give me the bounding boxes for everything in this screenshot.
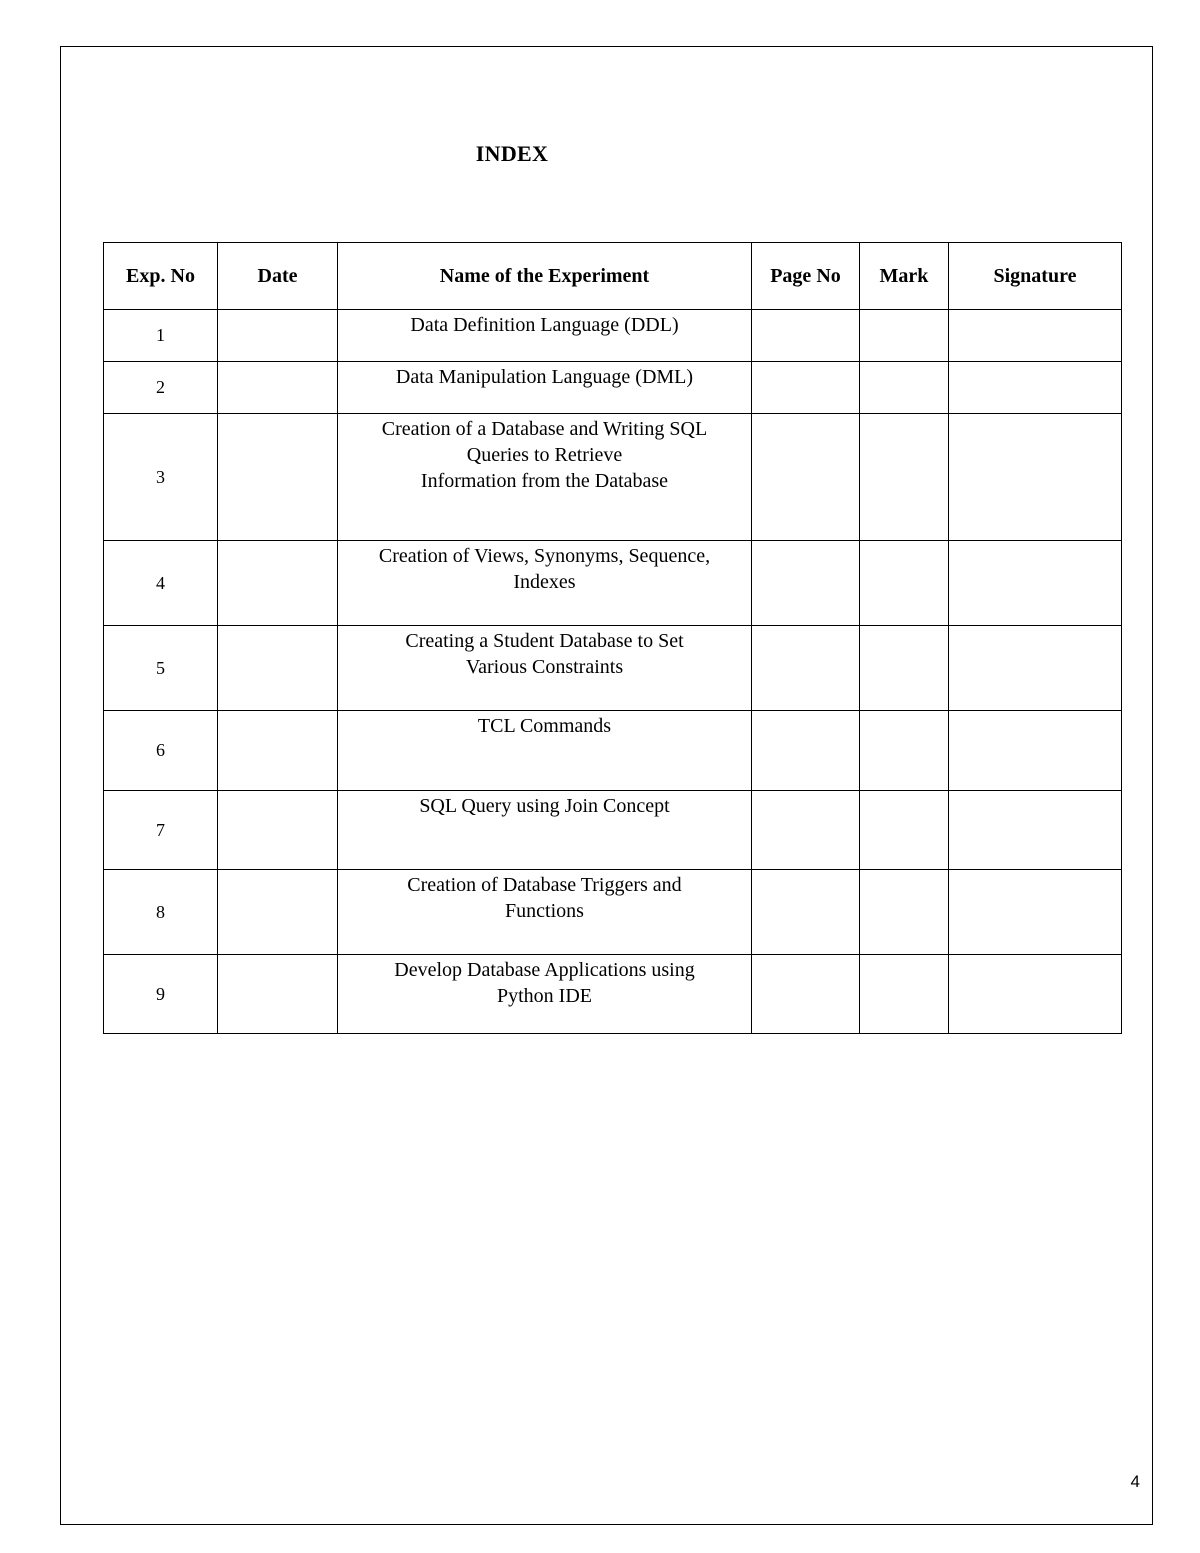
signature-cell [949,362,1122,414]
mark-cell [860,870,949,955]
exp-no-cell: 2 [104,362,218,414]
mark-cell [860,626,949,711]
date-cell [218,711,338,791]
date-cell [218,955,338,1034]
signature-cell [949,414,1122,541]
mark-cell [860,711,949,791]
page-number: 4 [1130,1472,1140,1491]
table-row [104,870,1122,955]
exp-no-cell: 1 [104,310,218,362]
header-signature: Signature [949,243,1122,310]
experiment-name-cell [338,414,752,541]
header-row [104,243,1122,310]
mark-cell [860,310,949,362]
mark-cell [860,955,949,1034]
header-page-no: Page No [752,243,860,310]
table-row [104,310,1122,362]
signature-cell [949,870,1122,955]
experiment-name-line: Creating a Student Database to Set [405,630,684,652]
page-title: INDEX [475,141,549,166]
experiment-name-line: Data Definition Language (DDL) [410,314,679,336]
page-no-cell [752,362,860,414]
exp-no-cell: 4 [104,541,218,626]
table-row [104,362,1122,414]
experiment-name-cell [338,711,752,791]
page-no-cell [752,791,860,870]
table-row [104,791,1122,870]
table-row [104,626,1122,711]
page-no-cell [752,414,860,541]
experiment-name-line: TCL Commands [477,715,612,737]
date-cell [218,626,338,711]
signature-cell [949,711,1122,791]
table-row [104,541,1122,626]
date-cell [218,414,338,541]
header-name: Name of the Experiment [338,243,752,310]
experiment-name-line: Various Constraints [465,656,624,678]
experiment-name-cell [338,310,752,362]
experiment-name-line: Python IDE [497,985,592,1007]
page-no-cell [752,711,860,791]
signature-cell [949,626,1122,711]
mark-cell [860,541,949,626]
exp-no-cell: 6 [104,711,218,791]
page-no-cell [752,310,860,362]
date-cell [218,310,338,362]
experiment-name-line: Information from the Database [420,470,669,492]
date-cell [218,791,338,870]
mark-cell [860,791,949,870]
signature-cell [949,955,1122,1034]
page-no-cell [752,626,860,711]
exp-no-cell: 8 [104,870,218,955]
date-cell [218,362,338,414]
experiment-name-line: Creation of Database Triggers and [407,874,682,896]
experiment-name-cell [338,541,752,626]
experiment-name-cell [338,791,752,870]
index-table [103,242,1122,1034]
signature-cell [949,541,1122,626]
experiment-name-cell [338,626,752,711]
table-body [104,310,1122,1034]
experiment-name-line: Creation of a Database and Writing SQL [381,418,708,440]
experiment-name-line: Creation of Views, Synonyms, Sequence, [378,545,711,567]
table-row [104,955,1122,1034]
table-row [104,711,1122,791]
mark-cell [860,414,949,541]
experiment-name-line: Indexes [513,571,576,593]
experiment-name-cell [338,955,752,1034]
experiment-name-line: SQL Query using Join Concept [419,795,670,817]
experiment-name-line: Data Manipulation Language (DML) [395,366,694,388]
date-cell [218,541,338,626]
header-date: Date [218,243,338,310]
exp-no-cell: 7 [104,791,218,870]
page-no-cell [752,955,860,1034]
exp-no-cell: 3 [104,414,218,541]
signature-cell [949,310,1122,362]
signature-cell [949,791,1122,870]
experiment-name-line: Queries to Retrieve [466,444,623,466]
header-exp-no: Exp. No [104,243,218,310]
page-no-cell [752,870,860,955]
exp-no-cell: 9 [104,955,218,1034]
experiment-name-line: Develop Database Applications using [394,959,695,981]
date-cell [218,870,338,955]
page-no-cell [752,541,860,626]
experiment-name-cell [338,362,752,414]
table-row [104,414,1122,541]
experiment-name-line: Functions [505,900,584,922]
experiment-name-cell [338,870,752,955]
header-mark: Mark [860,243,949,310]
mark-cell [860,362,949,414]
exp-no-cell: 5 [104,626,218,711]
